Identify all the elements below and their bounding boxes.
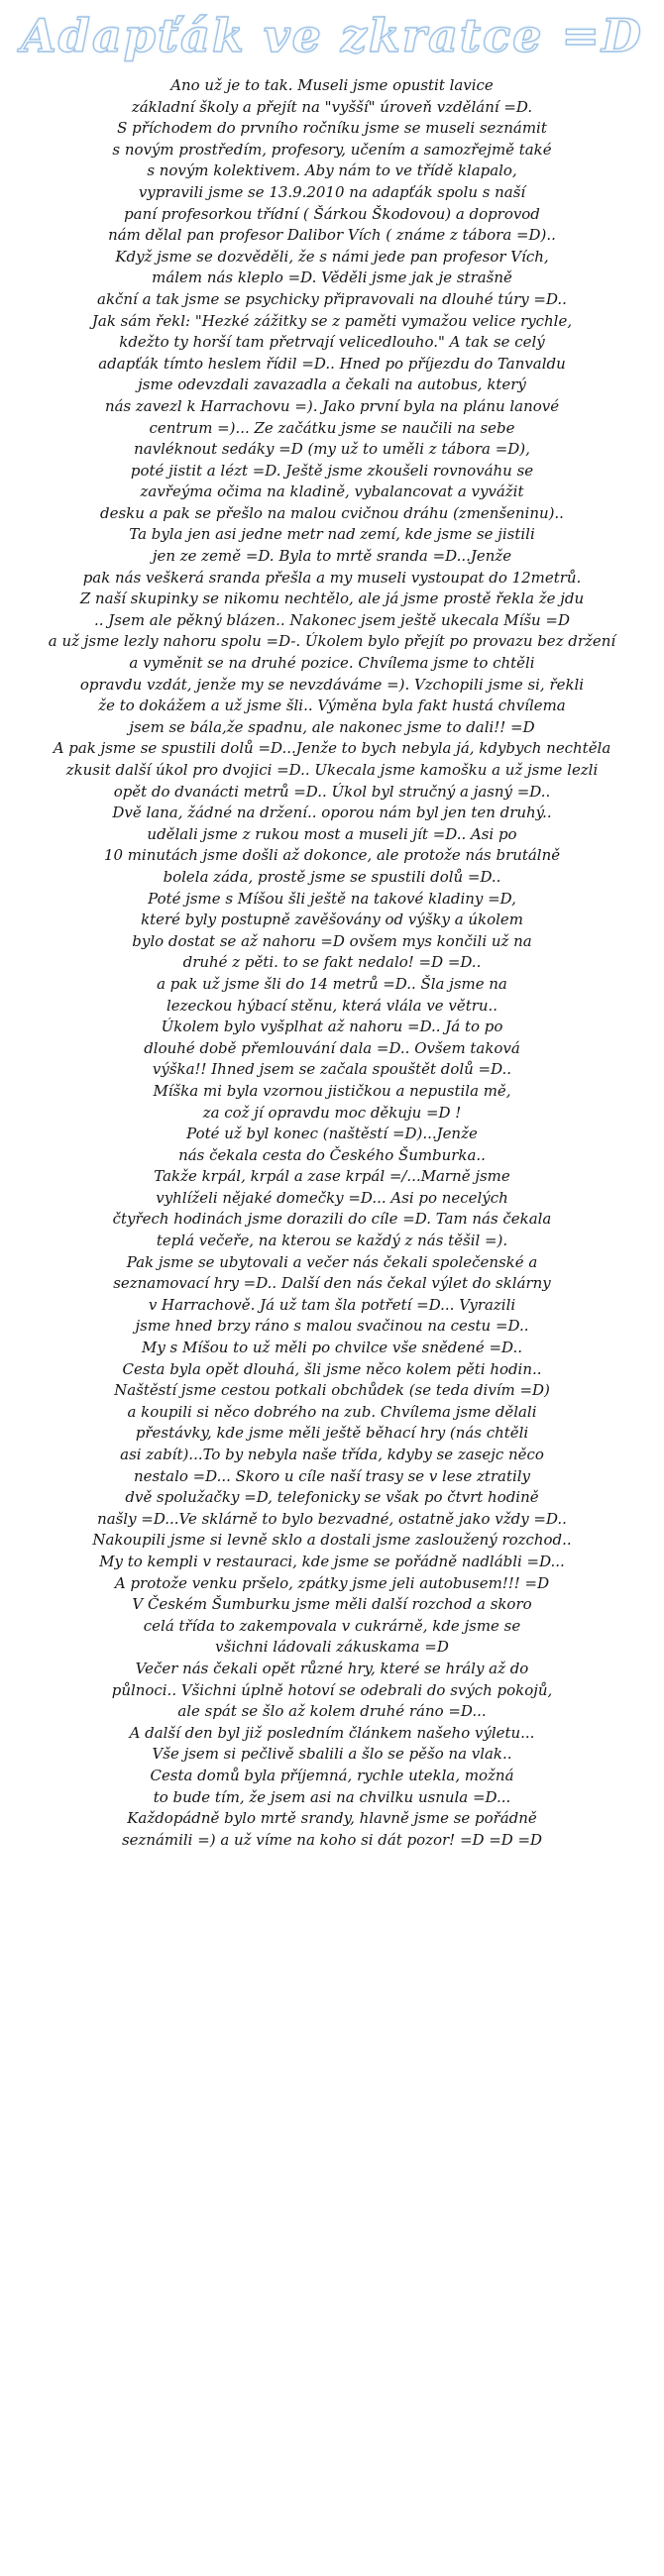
text-line: Míška mi byla vzornou jističkou a nepustila mě, (153, 1081, 511, 1100)
text-line: A pak jsme se spustili dolů =D...Jenže to bych nebyla já, kdybych nechtěla (53, 739, 611, 758)
text-line: jsem se bála,že spadnu, ale nakonec jsme to dali!! =D (129, 717, 535, 736)
text-line: .. Jsem ale pěkný blázen.. Nakonec jsem ještě ukecala Míšu =D (94, 610, 570, 629)
text-line: a pak už jsme šli do 14 metrů =D.. Šla jsme na (157, 974, 507, 993)
text-line: nestalo =D... Skoro u cíle naší trasy se v lese ztratily (133, 1466, 530, 1485)
text-line: A další den byl již posledním článkem našeho výletu... (129, 1723, 535, 1742)
text-line: čtyřech hodinách jsme dorazili do cíle =D. Tam nás čekala (112, 1210, 552, 1229)
text-line: seznámili =) a už víme na koho si dát pozor! =D =D =D (121, 1830, 543, 1849)
text-line: kdežto ty horší tam přetrvají velicedlouho." A tak se celý (119, 333, 545, 352)
text-line: Ano už je to tak. Museli jsme opustit lavice (170, 76, 494, 94)
text-line: jen ze země =D. Byla to mrtě sranda =D...Jenže (152, 547, 512, 566)
text-line: Cesta domů byla příjemná, rychle utekla, možná (150, 1766, 514, 1784)
text-line: nás zavezl k Harrachovu =). Jako první byla na plánu lanové (104, 396, 560, 415)
text-line: Z naší skupinky se nikomu nechtělo, ale já jsme prostě řekla že jdu (79, 590, 585, 608)
text-line: zkusit další úkol pro dvojici =D.. Ukecala jsme kamošku a už jsme lezli (65, 761, 599, 779)
text-line: pak nás veškerá sranda přešla a my museli vystoupat do 12metrů. (82, 568, 582, 587)
text-line: Dvě lana, žádné na držení.. oporou nám byl jen ten druhý.. (112, 804, 552, 822)
text-line: My to kempli v restauraci, kde jsme se pořádně nadlábli =D... (99, 1552, 565, 1570)
text-line: Když jsme se dozvěděli, že s námi jede pan profesor Vích, (115, 247, 549, 266)
text-line: V Českém Šumburku jsme měli další rozchod a skoro (132, 1595, 532, 1614)
text-line: Každopádně bylo mrtě srandy, hlavně jsme se pořádně (127, 1809, 537, 1828)
text-line: všichni ládovali zákuskama =D (215, 1638, 449, 1657)
text-line: Jak sám řekl: "Hezké zážitky se z paměti vymažou velice rychle, (91, 311, 573, 330)
text-line: v Harrachově. Já už tam šla potřetí =D... Vyrazili (148, 1295, 516, 1314)
text-line: vypravili jsme se 13.9.2010 na adapťák spolu s naší (138, 182, 526, 201)
text-line: My s Míšou to už měli po chvilce vše snědené =D.. (142, 1339, 522, 1357)
text-line: akční a tak jsme se psychicky připravovali na dlouhé túry =D.. (97, 289, 567, 308)
text-line: s novým kolektivem. Aby nám to ve třídě klapalo, (147, 161, 517, 180)
text-line: ale spát se šlo až kolem druhé ráno =D... (177, 1702, 487, 1721)
text-line: asi zabít)...To by nebyla naše třída, kdyby se zasejc něco (120, 1446, 544, 1463)
text-line: paní profesorkou třídní ( Šárkou Škodovou) a doprovod (124, 204, 540, 223)
text-line: adapťák tímto heslem řídil =D.. Hned po příjezdu do Tanvaldu (98, 354, 566, 373)
text-line: udělali jsme z rukou most a museli jít =D.. Asi po (147, 824, 517, 843)
text-line: Ta byla jen asi jedne metr nad zemí, kde jsme se jistili (129, 525, 535, 544)
text-line: lezeckou hýbací stěnu, která vlála ve větru.. (166, 996, 498, 1015)
page-title: Adapťák ve zkratce =D (21, 9, 643, 62)
text-line: základní školy a přejít na "vyšší" úroveň vzdělání =D. (131, 97, 533, 116)
text-line: našly =D...Ve sklárně to bylo bezvadné, ostatně jako vždy =D.. (97, 1509, 567, 1528)
text-line: druhé z pěti. to se fakt nedalo! =D =D.. (182, 953, 482, 972)
text-line: bolela záda, prostě jsme se spustili dolů =D.. (163, 867, 501, 886)
text-line: celá třída to zakempovala v cukrárně, kde jsme se (143, 1616, 521, 1635)
text-line: 10 minutách jsme došli až dokonce, ale protože nás brutálně (103, 846, 561, 865)
text-line: Vše jsem si pečlivě sbalili a šlo se pěšo na vlak.. (152, 1745, 512, 1764)
text-line: vyhlíželi nějaké domečky =D... Asi po necelých (156, 1188, 508, 1207)
text-line: dvě spolužačky =D, telefonicky se však po čtvrt hodině (125, 1488, 539, 1507)
text-line: dlouhé době přemlouvání dala =D.. Ovšem taková (144, 1038, 520, 1057)
text-line: opravdu vzdát, jenže my se nevzdáváme =). Vzchopili jsme si, řekli (79, 675, 585, 694)
text-line: Takže krpál, krpál a zase krpál =/...Marně jsme (154, 1167, 510, 1186)
text-line: centrum =)... Ze začátku jsme se naučili na sebe (149, 418, 515, 437)
text-line: že to dokážem a už jsme šli.. Výměna byla fakt hustá chvílema (98, 697, 566, 715)
text-line: Pak jsme se ubytovali a večer nás čekali společenské a (126, 1252, 538, 1271)
text-line: teplá večeře, na kterou se každý z nás těšil =). (156, 1232, 508, 1250)
text-line: navléknout sedáky =D (my už to uměli z tábora =D), (134, 440, 530, 459)
text-line: to bude tím, že jsem asi na chvilku usnula =D... (153, 1787, 511, 1806)
text-line: Poté jsme s Míšou šli ještě na takové kladiny =D, (148, 889, 516, 908)
text-line: které byly postupně zavěšovány od výšky a úkolem (141, 911, 523, 929)
text-line: Úkolem bylo vyšplhat až nahoru =D.. Já to po (161, 1018, 503, 1036)
text-line: jsme odevzdali zavazadla a čekali na autobus, který (138, 376, 526, 394)
text-line: a koupili si něco dobrého na zub. Chvílema jsme dělali (127, 1402, 537, 1421)
text-line: málem nás kleplo =D. Věděli jsme jak je strašně (152, 268, 512, 287)
text-line: desku a pak se přešlo na malou cvičnou dráhu (zmenšeninu).. (100, 503, 564, 522)
text-line: a vyměnit se na druhé pozice. Chvílema jsme to chtěli (129, 654, 535, 673)
text-line: Nakoupili jsme si levně sklo a dostali jsme zasloužený rozchod.. (92, 1531, 572, 1550)
text-line: nás čekala cesta do Českého Šumburka.. (178, 1145, 486, 1164)
text-line: bylo dostat se až nahoru =D ovšem mys končili už na (132, 931, 532, 950)
text-line: jsme hned brzy ráno s malou svačinou na cestu =D.. (135, 1317, 529, 1336)
text-line: a už jsme lezly nahoru spolu =D-. Úkolem bylo přejít po provazu bez držení (48, 632, 616, 651)
text-line: opět do dvanácti metrů =D.. Úkol byl stručný a jasný =D.. (113, 782, 551, 801)
text-line: Cesta byla opět dlouhá, šli jsme něco kolem pěti hodin.. (122, 1359, 542, 1378)
text-line: Naštěstí jsme cestou potkali obchůdek (se teda divím =D) (114, 1381, 550, 1400)
text-line: přestávky, kde jsme měli ještě běhací hry (nás chtěli (135, 1424, 529, 1443)
text-line: zavřeýma očima na kladině, vybalancovat a vyvážit (140, 483, 524, 501)
text-line: poté jistit a lézt =D. Ještě jsme zkoušeli rovnováhu se (130, 461, 534, 480)
text-line: Poté už byl konec (naštěstí =D)...Jenže (186, 1125, 478, 1143)
text-line: půlnoci.. Všichni úplně hotoví se odebrali do svých pokojů, (111, 1680, 553, 1699)
text-line: za což jí opravdu moc děkuju =D ! (202, 1103, 462, 1122)
text-line: s novým prostředím, profesory, učením a samozřejmě také (112, 140, 552, 159)
text-line: seznamovací hry =D.. Další den nás čekal výlet do sklárny (113, 1274, 551, 1293)
text-line: S příchodem do prvního ročníku jsme se museli seznámit (117, 119, 547, 138)
text-line: výška!! Ihned jsem se začala spouštět dolů =D.. (152, 1060, 512, 1079)
text-line: A protože venku pršelo, zpátky jsme jeli autobusem!!! =D (114, 1573, 550, 1592)
article-body (0, 75, 664, 1851)
text-line: Večer nás čekali opět různé hry, které se hrály až do (135, 1659, 529, 1677)
text-line: nám dělal pan profesor Dalibor Vích ( známe z tábora =D).. (108, 226, 556, 245)
